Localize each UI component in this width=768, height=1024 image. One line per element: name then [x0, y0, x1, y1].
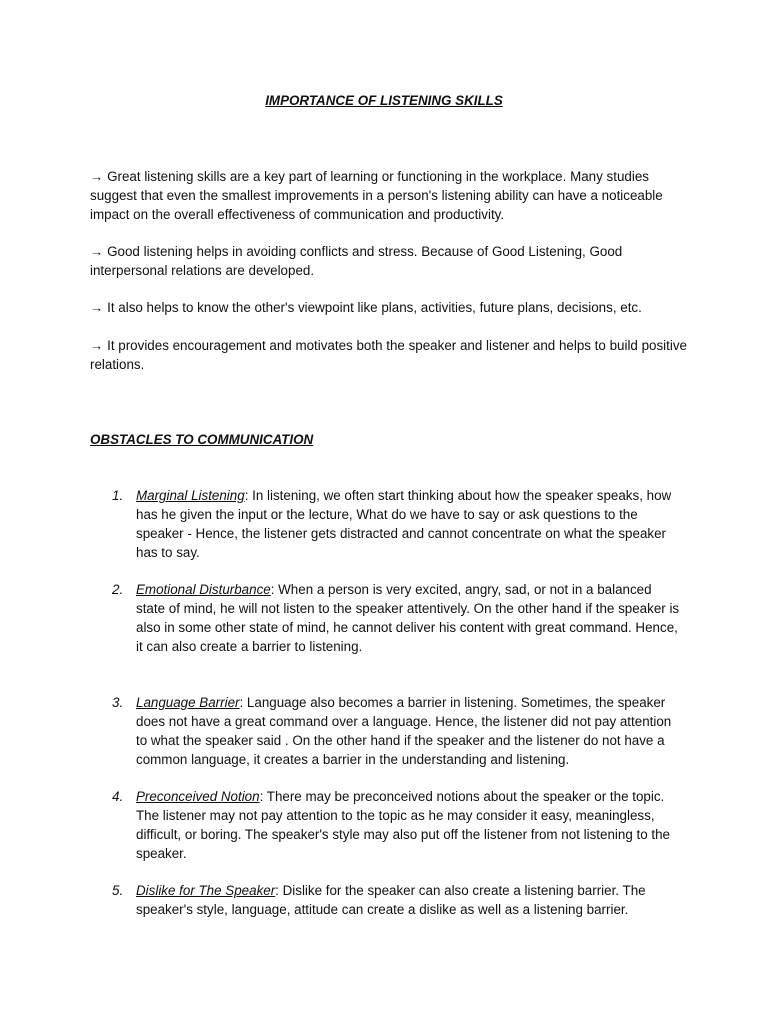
list-item-body	[136, 693, 682, 769]
list-number: 1.	[112, 488, 124, 503]
obstacle-term: Emotional Disturbance	[136, 582, 271, 597]
paragraph-2: → Good listening helps in avoiding conflicts and stress. Because of Good Listening, Good interpersonal relations are developed.	[90, 244, 623, 278]
obstacle-term: Marginal Listening	[136, 488, 245, 503]
list-item-body	[136, 580, 682, 656]
list-number: 2.	[112, 582, 124, 597]
list-item-body	[136, 787, 682, 863]
list-number: 5.	[112, 883, 124, 898]
obstacle-description: : There may be preconceived notions about the speaker or the topic. The listener may not pay attention to the topic as he may consider it easy, meaningless, difficult, or boring. The speaker's style may also put off the listener from not listening to the speaker.	[136, 789, 670, 861]
paragraph-4: → It provides encouragement and motivates both the speaker and listener and helps to build positive relations.	[90, 338, 687, 372]
list-item-body	[136, 881, 682, 919]
list-number: 4.	[112, 789, 124, 804]
obstacle-term: Language Barrier	[136, 695, 240, 710]
obstacle-description: : In listening, we often start thinking about how the speaker speaks, how has he given the input or the lecture, What do we have to say or ask questions to the speaker - Hence, the listener gets distracted and cannot concentrate on what the speaker has to say.	[136, 488, 672, 560]
obstacle-term: Preconceived Notion	[136, 789, 260, 804]
list-item-body	[136, 486, 682, 562]
paragraph-1: → Great listening skills are a key part of learning or functioning in the workplace. Many studies suggest that even the smallest improvements in a person's listening ability can have a noticeable impact on the overall effectiveness of communication and productivity.	[90, 169, 663, 222]
obstacle-description: : Dislike for the speaker can also create a listening barrier. The speaker's style, language, attitude can create a dislike as well as a listening barrier.	[136, 883, 646, 917]
paragraph-3: → It also helps to know the other's viewpoint like plans, activities, future plans, decisions, etc.	[90, 300, 642, 315]
page-title: IMPORTANCE OF LISTENING SKILLS	[265, 93, 503, 108]
list-number: 3.	[112, 695, 124, 710]
obstacle-description: : Language also becomes a barrier in listening. Sometimes, the speaker does not have a great command over a language. Hence, the listener did not pay attention to what the speaker said . On the other hand if the speaker and the listener do not have a common language, it creates a barrier in the understanding and listening.	[136, 695, 672, 767]
obstacle-term: Dislike for The Speaker	[136, 883, 276, 898]
obstacle-description: : When a person is very excited, angry, sad, or not in a balanced state of mind, he will not listen to the speaker attentively. On the other hand if the speaker is also in some other state of mind, he cannot deliver his content with great command. Hence, it can also create a barrier to listening.	[136, 582, 680, 654]
section-heading: OBSTACLES TO COMMUNICATION	[90, 432, 314, 447]
